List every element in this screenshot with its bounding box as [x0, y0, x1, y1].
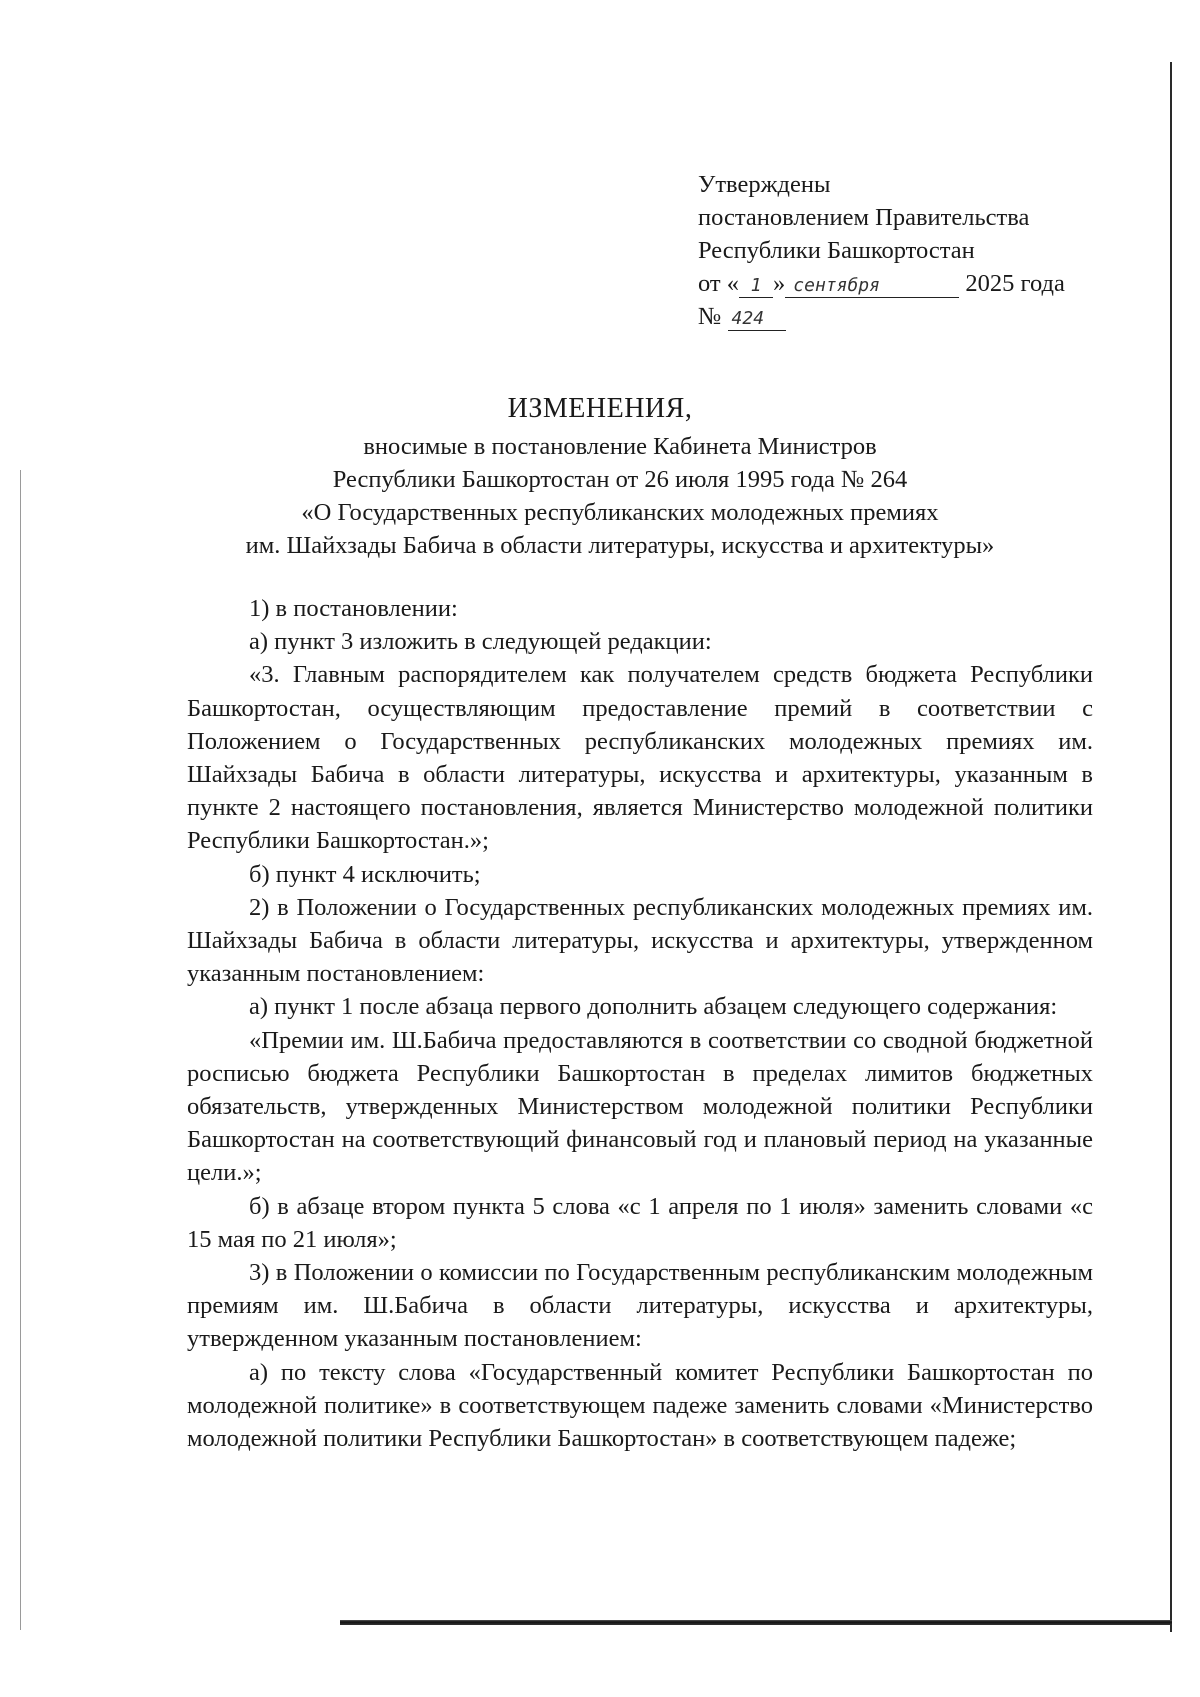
- document-subtitle: [170, 430, 1070, 562]
- paragraph: б) в абзаце втором пункта 5 слова «с 1 апреля по 1 июля» заменить словами «с 15 мая по 21 июля»;: [187, 1192, 1093, 1253]
- approval-line-3: Республики Башкортостан: [698, 237, 975, 264]
- approval-number-line: [698, 300, 1065, 333]
- date-day-field: 1: [739, 275, 773, 298]
- approval-date-line: [698, 267, 1065, 300]
- scan-edge-right: [1170, 62, 1172, 1632]
- paragraph: 2) в Положении о Государственных республиканских молодежных премиях им. Шайхзады Бабича в области литературы, искусства и архитектуры, утвержденном указанным постановлением:: [187, 893, 1093, 988]
- date-prefix: от «: [698, 270, 740, 297]
- paragraph: «3. Главным распорядителем как получателем средств бюджета Республики Башкортостан, осуществляющим предоставление премий в соответствии с Положением о Государственных республиканских молодежных премиях им. Шайхзады Бабича в области литературы, искусства и архитектуры, указанным в пункте 2 настоящего постановления, является Министерство молодежной политики Республики Башкортостан.»;: [187, 661, 1093, 855]
- approval-stamp-block: [698, 168, 1065, 333]
- number-field: 424: [728, 308, 786, 331]
- paragraph: 3) в Положении о комиссии по Государственным республиканским молодежным премиям им. Ш.Бабича в области литературы, искусства и архитектуры, утвержденном указанным постановлением:: [187, 1259, 1093, 1353]
- subtitle-line-2: Республики Башкортостан от 26 июля 1995 года № 264: [332, 466, 908, 493]
- date-mid: »: [773, 270, 786, 297]
- subtitle-line-1: вносимые в постановление Кабинета Министров: [363, 433, 877, 460]
- subtitle-line-3: «О Государственных республиканских молодежных премиях: [301, 499, 939, 526]
- paragraph: а) по тексту слова «Государственный комитет Республики Башкортостан по молодежной политике» в соответствующем падеже заменить словами «Министерство молодежной политики Республики Башкортостан» в соответствующем падеже;: [187, 1358, 1093, 1453]
- approval-line-1: Утверждены: [698, 171, 831, 198]
- document-title: ИЗМЕНЕНИЯ,: [507, 393, 693, 424]
- document-body: [187, 592, 1093, 1455]
- scan-edge-left: [20, 470, 21, 1630]
- approval-line-2: постановлением Правительства: [698, 204, 1030, 231]
- scan-edge-bottom: [340, 1620, 1172, 1625]
- subtitle-line-4: им. Шайхзады Бабича в области литературы, искусства и архитектуры»: [245, 532, 995, 559]
- paragraph: б) пункт 4 исключить;: [249, 860, 481, 888]
- paragraph: 1) в постановлении:: [249, 595, 458, 622]
- date-suffix: 2025 года: [965, 270, 1065, 297]
- date-month-field: сентября: [785, 275, 959, 298]
- number-prefix: №: [698, 303, 722, 330]
- paragraph: а) пункт 1 после абзаца первого дополнить абзацем следующего содержания:: [249, 993, 1058, 1021]
- paragraph: «Премии им. Ш.Бабича предоставляются в соответствии со сводной бюджетной росписью бюджета Республики Башкортостан в пределах лимитов бюджетных обязательств, утвержденных Министерством молодежной политики Республики Башкортостан на соответствующий финансовый год и плановый период на указанные цели.»;: [187, 1026, 1093, 1187]
- paragraph: а) пункт 3 изложить в следующей редакции:: [249, 628, 712, 656]
